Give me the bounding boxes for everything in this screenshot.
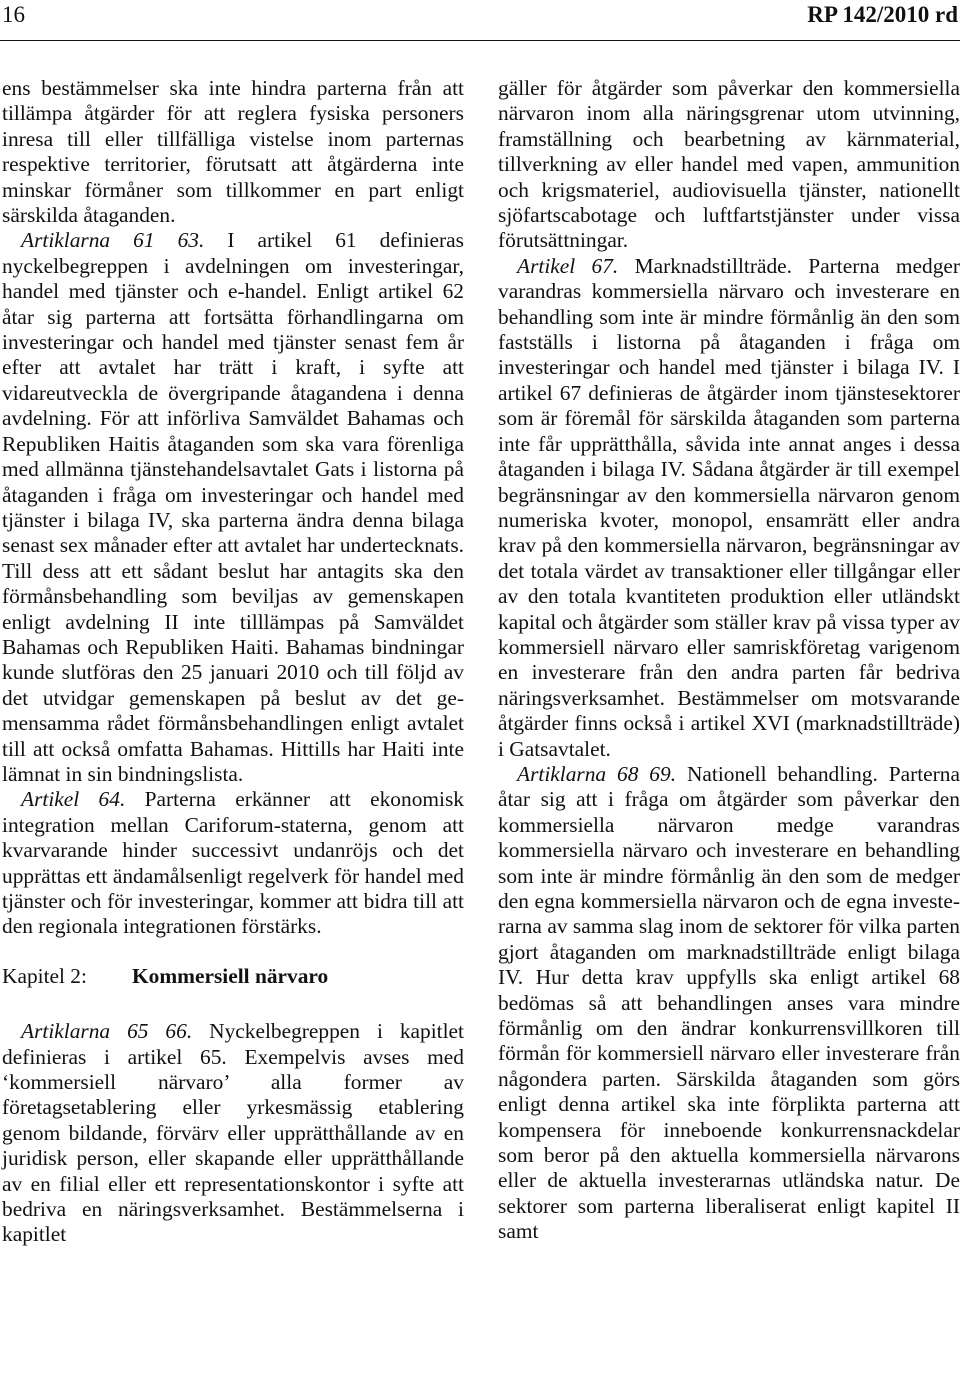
page-header (0, 0, 960, 54)
right-column (498, 76, 960, 1245)
left-column (2, 76, 464, 1248)
paragraph (498, 254, 960, 762)
paragraph-body: Parterna erkänner att ekonomisk integration mellan Cariforum-staterna, genom att kvarvarande hinder successivt undanröjs och det upprättas ett ändamålsenligt regelverk för handel med tjänster och för investeringar, kommer att bidra till att den regionala integrationen förstärks. (2, 787, 464, 939)
article-heading: Artiklarna 61 63. (21, 228, 205, 253)
chapter-label: Kapitel 2: (2, 963, 87, 988)
paragraph (2, 1019, 464, 1248)
chapter-title: Kommersiell närvaro (132, 963, 329, 988)
paragraph: ens bestämmelser ska inte hindra parterna från att tillämpa åtgärder för att reglera fysiska personers inresa till eller tillfälliga vistelse inom parternas respektive territorier, förutsatt att åtgärderna inte minskar förmåner som tillkommer en part enligt särskilda åtaganden. (2, 76, 464, 228)
document-reference: RP 142/2010 rd (807, 2, 958, 27)
article-heading: Artikel 64. (21, 787, 126, 812)
paragraph-body: Nyckelbegreppen i kapitlet definieras i artikel 65. Exempelvis avses med ‘kommersiell närvaro’ alla former av företagsetablering eller yrkesmässig etablering genom bildande, förvärv eller upprätthållande av en juridisk person, eller skapande eller upprätthållande av en filial eller ett representationskontor i syfte att bedriva en näringsverksamhet. Bestämmelserna i kapitlet (2, 1019, 464, 1247)
paragraph-body: I artikel 61 definieras nyckelbegreppen i avdelningen om investeringar, handel med tjänster och e-handel. Enligt artikel 62 åtar sig parterna att fortsätta förhandlingarna om investeringar och handel med tjänster senast fem år efter att avtalet har trätt i kraft, i syfte att vidareutveckla de övergripande åtagandena i denna avdelning. För att införliva Samväldet Bahamas och Republiken Haitis åtaganden som ska vara förenliga med allmänna tjänstehandelsavtalet Gats i listorna på åtaganden i fråga om investeringar och handel med tjänster i bilaga IV, ska parterna ändra denna bilaga senast sex månader efter att avtalet har undertecknats. Till dess att ett sådant beslut har antagits ska den förmånsbehandling som beviljas av gemenskapen enligt avdelning II inte tilllämpas på Samväldet Bahamas och Republiken Haiti. Bahamas bindningar kunde slutföras den 25 januari 2010 och till följd av det utvidgar gemenskapen på beslut av det gemensamma rådet förmånsbehandlingen enligt avtalet till att också omfatta Bahamas. Hittills har Haiti inte lämnat in sin bindningslista. (2, 228, 464, 786)
paragraph (498, 762, 960, 1245)
chapter-heading (2, 964, 464, 989)
paragraph (2, 787, 464, 939)
paragraph-body: Nationell behandling. Parterna åtar sig att i fråga om åtgärder som påverkar den kommersiella närvaron medge varandras kommersiella närvaro och investerare en behandling som inte är mindre förmånlig än den som de medger den egna kommersiella närvaron och de egna investerarna av samma slag inom de sektorer för vilka parten gjort åtaganden om marknadstillträde enligt bilaga IV. Hur detta krav uppfylls ska enligt artikel 68 bedömas så att behandlingen anses vara mindre förmånlig om den ändrar konkurrensvillkoren till förmån för kommersiell närvaro eller investerare från någondera parten. Särskilda åtaganden som görs enligt denna artikel ska inte förplikta parterna att kompensera för inneboende konkurrensnackdelar som beror på den aktuella kommersiella närvarons eller de aktuella investerarnas utländska natur. De sektorer som parterna liberaliserat enligt kapitel II samt (498, 761, 960, 1244)
paragraph (2, 228, 464, 787)
paragraph: gäller för åtgärder som påverkar den kommersiella närvaron inom alla näringsgrenar utom utvinning, framställning och bearbetning av kärnmaterial, tillverkning av eller handel med vapen, ammunition och krigsmateriel, audiovisuella tjänster, nationellt sjöfartscabotage och luftfartstjänster under vissa förutsättningar. (498, 76, 960, 253)
article-heading: Artiklarna 65 66. (21, 1019, 193, 1044)
article-heading: Artiklarna 68 69. (517, 761, 677, 786)
article-heading: Artikel 67. (517, 253, 619, 278)
page-number: 16 (2, 2, 25, 27)
paragraph-body: Marknadstillträde. Parterna medger varandras kommersiella närvaro och investerare en behandling som inte är mindre förmånlig än den som fastställs i listorna på åtaganden i fråga om investeringar och handel med tjänster i bilaga IV. I artikel 67 definieras de åtgärder inom tjänstesektorer som är föremål för särskilda åtaganden som parterna inte får upprätthålla, såvida inte annat anges i dessa åtaganden i bilaga IV. Sådana åtgärder är till exempel begränsningar av den kommersiella närvaron genom numeriska kvoter, monopol, ensamrätt eller andra krav på den kommersiella närvaron, begränsningar av det totala värdet av transaktioner eller tillgångar eller av den totala kvantiteten produktion eller utländskt kapital och åtgärder som ställer krav på vissa typer av kommersiell närvaro eller samriskföretag varigenom en investerare från den andra parten får bedriva näringsverksamhet. Bestämmelser om motsvarande åtgärder finns också i artikel XVI (marknadstillträde) i Gatsavtalet. (498, 253, 960, 761)
header-rule (0, 40, 960, 41)
